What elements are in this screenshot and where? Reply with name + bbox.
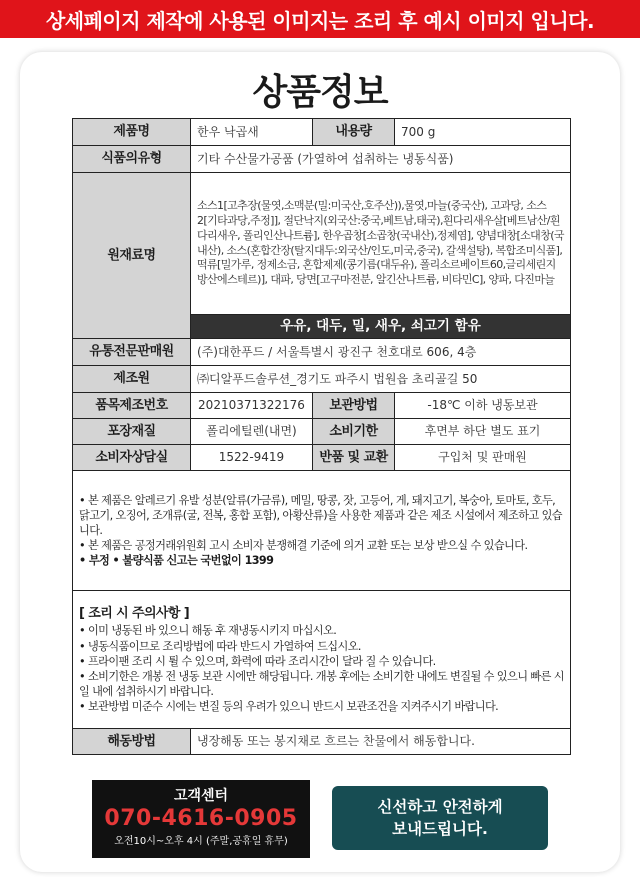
product-name-value: 한우 낙곱새: [191, 119, 313, 146]
product-name-label: 제품명: [73, 119, 191, 146]
caution-item: • 이미 냉동된 바 있으니 해동 후 재냉동시키지 마십시오.: [79, 624, 337, 638]
customer-center-box: [92, 780, 310, 858]
report-no-label: 품목제조번호: [73, 393, 191, 419]
consult-label: 소비자상담실: [73, 445, 191, 471]
slogan-line-2: 보내드립니다.: [392, 820, 488, 838]
return-value: 구입처 및 판매원: [395, 445, 571, 471]
customer-center-title: 고객센터: [173, 788, 229, 804]
notice-report: • 부정 • 불량식품 신고는 국번없이 1399: [79, 554, 274, 568]
table-row: [73, 729, 571, 755]
slogan-line-1: 신선하고 안전하게: [377, 798, 503, 816]
table-row: [73, 393, 571, 419]
packaging-label: 포장재질: [73, 419, 191, 445]
notice-banner: 상세페이지 제작에 사용된 이미지는 조리 후 예시 이미지 입니다.: [0, 0, 640, 38]
volume-label: 내용량: [313, 119, 395, 146]
caution-block: [73, 591, 571, 729]
storage-label: 보관방법: [313, 393, 395, 419]
table-row: [73, 419, 571, 445]
distributor-label: 유통전문판매원: [73, 339, 191, 366]
food-type-value: 기타 수산물가공품 (가열하여 섭취하는 냉동식품): [191, 146, 571, 173]
report-no-value: 2021037132217​6: [191, 393, 313, 419]
slogan-box: [332, 786, 548, 850]
table-row: [73, 146, 571, 173]
notice-exchange: • 본 제품은 공정거래위원회 고시 소비자 분쟁해결 기준에 의거 교환 또는 보상 받으실 수 있습니다.: [79, 539, 528, 553]
distributor-value: (주)대한푸드 / 서울특별시 광진구 천호대로 606, 4층: [191, 339, 571, 366]
ingredients-label: 원재료명: [73, 173, 191, 339]
caution-item: • 소비기한은 개봉 전 냉동 보관 시에만 해당됩니다. 개봉 후에는 소비기한 내에도 변질될 수 있으니 빠른 시일 내에 섭취하시기 바랍니다.: [79, 669, 564, 698]
table-row: [73, 119, 571, 146]
table-row: [73, 445, 571, 471]
manufacturer-label: 제조원: [73, 366, 191, 393]
product-info-table: [72, 118, 571, 755]
ingredients-value: 소스1[고추장(물엿,소맥분(밀:미국산,호주산)),물엿,마늘(중국산), 고과당, 소스2[기타과당,주정]], 절단낙지(외국산:중국,베트남,태국),흰다리새우살[베트남산/흰다리새우, 폴리인산나트륨], 한우곱창[소곱창(국내산),정제염], 양념대창[소대창(국내산), 소스(혼합간장(탈지대두:외국산/인도,미국,중국), 갈색설탕), 복합조미식품], 떡류[밀가루, 정제소금, 혼합제제(콩기름(대두유), 폴리소르베이트60,글리세린지방산에스테르)], 대파, 당면[고구마전분, 알긴산나트륨, 비타민C], 양파, 다진마늘: [191, 173, 571, 315]
caution-title: [ 조리 시 주의사항 ]: [79, 605, 190, 621]
page-title: 상품정보: [252, 72, 388, 113]
expiry-value: 후면부 하단 별도 표기: [395, 419, 571, 445]
caution-item: • 보관방법 미준수 시에는 변질 등의 우려가 있으니 반드시 보관조건을 지켜주시기 바랍니다.: [79, 699, 499, 713]
caution-item: • 프라이팬 조리 시 튈 수 있으며, 화력에 따라 조리시간이 달라 질 수 있습니다.: [79, 654, 436, 668]
allergy-banner: 우유, 대두, 밀, 새우, 쇠고기 함유: [191, 315, 571, 339]
customer-center-phone[interactable]: 070-4616-0905: [104, 806, 298, 831]
caution-item: • 냉동식품이므로 조리방법에 따라 반드시 가열하여 드십시오.: [79, 639, 361, 653]
table-row: [73, 471, 571, 591]
food-type-label: 식품의유형: [73, 146, 191, 173]
table-row: [73, 591, 571, 729]
thaw-value: 냉장해동 또는 봉지채로 흐르는 찬물에서 해동합니다.: [191, 729, 571, 755]
customer-center-hours: 오전10시~오후 4시 (주말,공휴일 휴무): [114, 836, 288, 847]
packaging-value: 폴리에틸렌(내면): [191, 419, 313, 445]
consult-value: 1522-9419: [191, 445, 313, 471]
notice-block: [73, 471, 571, 591]
manufacturer-value: ㈜디알푸드솔루션_경기도 파주시 법원읍 초리골길 50: [191, 366, 571, 393]
table-row: [73, 339, 571, 366]
expiry-label: 소비기한: [313, 419, 395, 445]
table-row: [73, 366, 571, 393]
volume-value: 700 g: [395, 119, 571, 146]
table-row: [73, 173, 571, 315]
thaw-label: 해동방법: [73, 729, 191, 755]
return-label: 반품 및 교환: [313, 445, 395, 471]
storage-value: -18℃ 이하 냉동보관: [395, 393, 571, 419]
notice-allergen: • 본 제품은 알레르기 유발 성분(알류(가금류), 메밀, 땅콩, 잣, 고등어, 게, 돼지고기, 복숭아, 토마토, 호두, 닭고기, 오징어, 조개류(굴, 전복, 홍합 포함), 아황산류)을 사용한 제품과 같은 제조 시설에서 제조하고 있습니다.: [79, 493, 562, 537]
